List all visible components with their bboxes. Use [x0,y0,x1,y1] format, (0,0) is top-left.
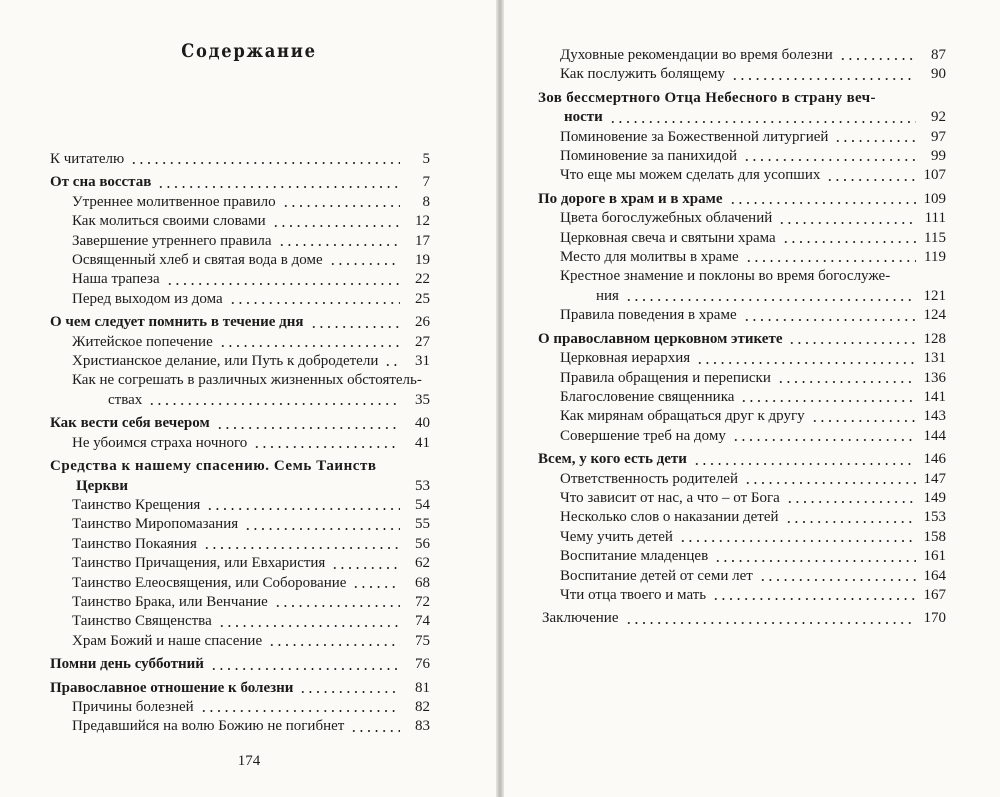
toc-entry[interactable]: Таинство Священства 74 [72,613,430,630]
page-number: 174 [237,753,261,769]
toc-section[interactable]: О чем следует помнить в течение дня 26 [50,314,430,331]
toc-left [50,150,430,737]
toc-entry[interactable]: Несколько слов о наказании детей 153 [560,509,946,526]
toc-entry[interactable]: Таинство Миропомазания 55 [72,516,430,533]
toc-entry[interactable]: Поминовение за Божественной литургией 97 [560,128,946,145]
toc-entry[interactable]: Правила обращения и переписки 136 [560,369,946,386]
toc-entry[interactable]: Чти отца твоего и мать 167 [560,586,946,603]
toc-section[interactable]: Православное отношение к болезни 81 [50,679,430,696]
toc-entry[interactable]: Как молиться своими словами 12 [72,213,430,230]
toc-section[interactable]: Всем, у кого есть дети 146 [538,451,946,468]
toc-section[interactable]: Средства к нашему спасению. Семь Таинств Церкви 53 [50,458,430,494]
toc-entry[interactable]: Как мирянам обращаться друг к другу 143 [560,408,946,425]
toc-entry[interactable]: Заключение 170 [542,610,946,627]
toc-entry[interactable]: Таинство Елеосвящения, или Соборование 68 [72,574,430,591]
toc-entry[interactable]: Таинство Крещения 54 [72,496,430,513]
toc-entry[interactable]: Утреннее молитвенное правило 8 [72,193,430,210]
toc-entry[interactable]: Правила поведения в храме 124 [560,307,946,324]
toc-entry[interactable]: Житейское попечение 27 [72,333,430,350]
toc-entry[interactable]: Таинство Покаяния 56 [72,535,430,552]
toc-entry[interactable]: Храм Божий и наше спасение 75 [72,632,430,649]
toc-entry[interactable]: Ответственность родителей 147 [560,470,946,487]
toc-entry[interactable]: Освященный хлеб и святая вода в доме 19 [72,252,430,269]
toc-entry[interactable]: Не убоимся страха ночного 41 [72,434,430,451]
toc-entry[interactable]: Причины болезней 82 [72,698,430,715]
toc-entry[interactable]: Перед выходом из дома 25 [72,290,430,307]
toc-entry[interactable]: Что зависит от нас, а что – от Бога 149 [560,489,946,506]
toc-entry[interactable]: Что еще мы можем сделать для усопших 107 [560,167,946,184]
page-title: Содержание [181,40,317,62]
toc-entry[interactable]: Церковная иерархия 131 [560,350,946,367]
toc-entry[interactable]: Церковная свеча и святыни храма 115 [560,229,946,246]
toc-entry[interactable]: Воспитание младенцев 161 [560,548,946,565]
toc-section[interactable]: О православном церковном этикете 128 [538,330,946,347]
toc-section[interactable]: От сна восстав 7 [50,174,430,191]
toc-entry[interactable]: К читателю 5 [50,151,430,167]
toc-entry[interactable]: Поминовение за панихидой 99 [560,148,946,165]
toc-entry[interactable]: Как послужить болящему 90 [560,66,946,83]
toc-entry[interactable]: Предавшийся на волю Божию не погибнет 83 [72,718,430,735]
toc-entry[interactable]: Крестное знамение и поклоны во время богослуже- ния 121 [560,268,946,304]
toc-right [538,46,946,629]
toc-entry[interactable]: Наша трапеза 22 [72,271,430,288]
toc-entry[interactable]: Как не согрешать в различных жизненных обстоятель- ствах 35 [72,372,430,408]
toc-entry[interactable]: Духовные рекомендации во время болезни 87 [560,47,946,63]
toc-section[interactable]: Зов бессмертного Отца Небесного в страну веч- ности 92 [538,89,946,126]
book-gutter [496,0,504,797]
toc-entry[interactable]: Цвета богослужебных облачений 111 [560,210,946,227]
toc-section[interactable]: Как вести себя вечером 40 [50,415,430,432]
toc-entry[interactable]: Таинство Причащения, или Евхаристия 62 [72,555,430,572]
toc-entry[interactable]: Совершение треб на дому 144 [560,427,946,444]
toc-entry[interactable]: Воспитание детей от семи лет 164 [560,567,946,584]
toc-entry[interactable]: Христианское делание, или Путь к добродетели 31 [72,353,430,370]
toc-entry[interactable]: Место для молитвы в храме 119 [560,249,946,266]
toc-entry[interactable]: Чему учить детей 158 [560,528,946,545]
toc-section[interactable]: Помни день субботний 76 [50,656,430,673]
toc-entry[interactable]: Завершение утреннего правила 17 [72,232,430,249]
toc-section[interactable]: По дороге в храм и в храме 109 [538,190,946,207]
toc-entry[interactable]: Благословение священника 141 [560,388,946,405]
toc-entry[interactable]: Таинство Брака, или Венчание 72 [72,593,430,610]
